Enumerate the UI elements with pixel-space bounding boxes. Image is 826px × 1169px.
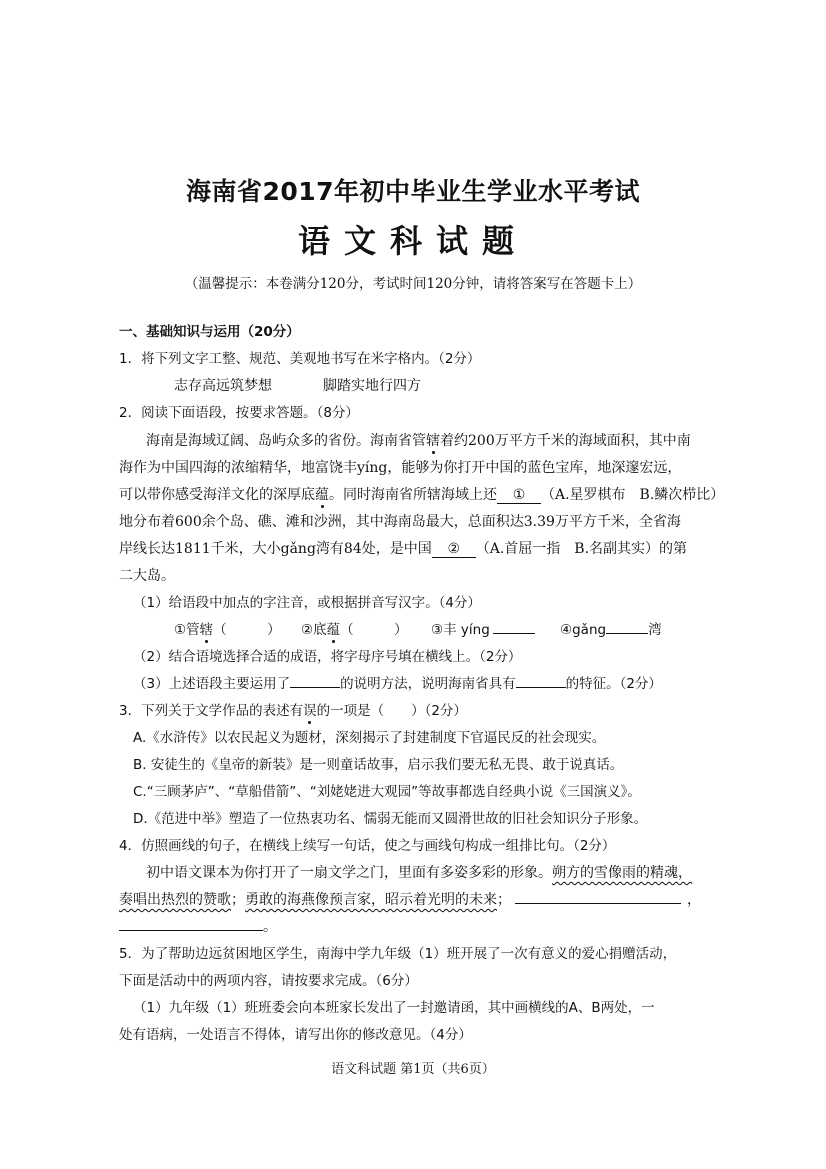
q2-sub2: （2）结合语境选择合适的成语，将字母序号填在横线上。（2分） xyxy=(133,649,522,665)
page-footer: 语文科试题 第1页（共6页） xyxy=(331,1062,495,1077)
exam-tip: （温馨提示：本卷满分120分，考试时间120分钟，请将答案写在答题卡上） xyxy=(184,276,642,292)
answer-blank xyxy=(119,930,263,931)
q5-sub1: （1）九年级（1）班班委会向本班家长发出了一封邀请函，其中画横线的A、B两处，一 xyxy=(133,1000,655,1016)
q5-stem: 下面是活动中的两项内容，请按要求完成。（6分） xyxy=(119,973,418,989)
q3-option: C.“三顾茅庐”、“草船借箭”、“刘姥姥进大观园”等故事都选自经典小说《三国演义》。 xyxy=(133,784,641,800)
q3-option: A.《水浒传》以农民起义为题材，深刻揭示了封建制度下官逼民反的社会现实。 xyxy=(133,730,606,746)
q2-passage-line: 地分布着600余个岛、礁、滩和沙洲，其中海南岛最大，总面积达3.39万平方千米，全省海 xyxy=(119,514,681,530)
q2-passage-line: 岸线长达1811千米，大小gǎng湾有84处，是中国 ② （A.首屈一指 B.名副其实）的第 xyxy=(119,541,688,557)
q1-phrase-a: 志存高远筑梦想 xyxy=(174,378,272,394)
section-heading: 一、基础知识与运用（20分） xyxy=(119,324,300,340)
q2-stem: 2．阅读下面语段，按要求答题。（8分） xyxy=(119,405,359,421)
q4-stem: 4．仿照画线的句子，在横线上续写一句话，使之与画线句构成一组排比句。（2分） xyxy=(119,838,616,854)
q2-sub1-item: ④gǎng 湾 xyxy=(560,622,662,638)
q3-option: D.《范进中举》塑造了一位热衷功名、懦弱无能而又圆滑世故的旧社会知识分子形象。 xyxy=(133,811,648,827)
q2-sub1-item: ②底蕴（ ） xyxy=(301,622,408,638)
blank-1: ① xyxy=(497,487,541,504)
q4-passage-line: 奏唱出热烈的赞歌；勇敢的海燕像预言家，昭示着光明的未来； ， xyxy=(119,892,701,908)
exam-title: 海南省2017年初中毕业生学业水平考试 xyxy=(185,177,641,206)
q1-stem: 1．将下列文字工整、规范、美观地书写在米字格内。（2分） xyxy=(119,351,481,367)
q3-stem: 3．下列关于文学作品的表述有误的一项是（ ）（2分） xyxy=(119,703,467,719)
q5-sub1: 处有语病，一处语言不得体，请写出你的修改意见。（4分） xyxy=(119,1027,472,1043)
q4-passage-line: 初中语文课本为你打开了一扇文学之门，里面有多姿多彩的形象。朔方的雪像雨的精魂， xyxy=(146,865,692,881)
q2-passage-line: 二大岛。 xyxy=(119,568,175,584)
q5-stem: 5．为了帮助边远贫困地区学生，南海中学九年级（1）班开展了一次有意义的爱心捐赠活动， xyxy=(119,946,677,962)
q4-passage-line: 。 xyxy=(119,917,277,937)
q2-sub1: （1）给语段中加点的字注音，或根据拼音写汉字。（4分） xyxy=(133,595,481,611)
blank-2: ② xyxy=(432,541,476,558)
q2-passage-line: 可以带你感受海洋文化的深厚底蕴。同时海南省所辖海域上还 ① （A.星罗棋布 B.鳞次栉比） xyxy=(119,487,725,503)
q2-sub3: （3）上述语段主要运用了 的说明方法，说明海南省具有 的特征。（2分） xyxy=(133,676,662,692)
q2-sub1-item: ③丰 yíng xyxy=(431,620,535,640)
q2-passage-line: 海南是海域辽阔、岛屿众多的省份。海南省管辖着约200万平方千米的海域面积，其中南 xyxy=(146,433,691,449)
q2-sub1-item: ①管辖（ ） xyxy=(174,622,281,638)
q1-phrase-b: 脚踏实地行四方 xyxy=(323,378,421,394)
q2-passage-line: 海作为中国四海的浓缩精华，地富饶丰yíng，能够为你打开中国的蓝色宝库，地深邃宏远， xyxy=(119,460,682,476)
answer-blank xyxy=(515,903,681,904)
subject-title: 语文科试题 xyxy=(297,222,528,260)
q3-option: B. 安徒生的《皇帝的新装》是一则童话故事，启示我们要无私无畏、敢于说真话。 xyxy=(133,757,624,773)
